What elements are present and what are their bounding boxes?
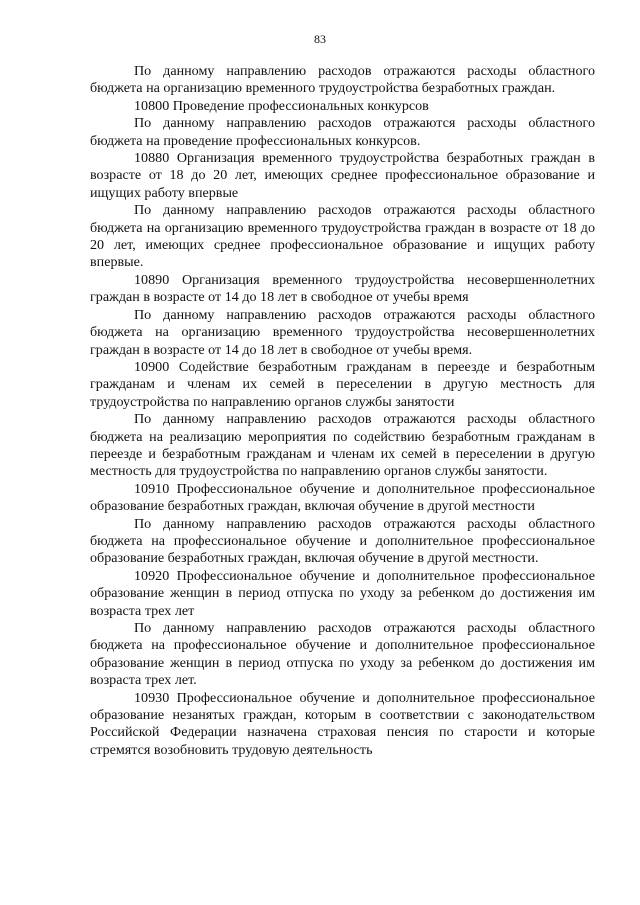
document-body <box>90 63 595 759</box>
section-heading-10900: 10900 Содействие безработным гражданам в переезде и безработным гражданам и членам их семей в переселении в другую местность для трудоустройства по направлению органов службы занятости <box>90 358 595 410</box>
paragraph-1: По данному направлению расходов отражаются расходы областного бюджета на организацию временного трудоустройства безработных граждан. <box>90 63 595 97</box>
paragraph-2: По данному направлению расходов отражаются расходы областного бюджета на проведение профессиональных конкурсов. <box>90 115 595 149</box>
section-heading-10910: 10910 Профессиональное обучение и дополнительное профессиональное образование безработных граждан, включая обучение в другой местности <box>90 480 595 515</box>
page-number: 83 <box>314 32 326 46</box>
paragraph-6: По данному направлению расходов отражаются расходы областного бюджета на профессиональное обучение и дополнительное профессиональное образование безработных граждан, включая обучение в другой местности. <box>90 515 595 567</box>
paragraph-3: По данному направлению расходов отражаются расходы областного бюджета на организацию временного трудоустройства граждан в возрасте от 18 до 20 лет, имеющих среднее профессиональное образование и ищущих работу впервые. <box>90 202 595 271</box>
section-heading-10920: 10920 Профессиональное обучение и дополнительное профессиональное образование женщин в период отпуска по уходу за ребенком до достижения им возраста трех лет <box>90 567 595 619</box>
paragraph-4: По данному направлению расходов отражаются расходы областного бюджета на организацию временного трудоустройства несовершеннолетних граждан в возрасте от 14 до 18 лет в свободное от учебы время. <box>90 306 595 358</box>
section-heading-10890: 10890 Организация временного трудоустройства несовершеннолетних граждан в возрасте от 14 до 18 лет в свободное от учебы время <box>90 271 595 306</box>
paragraph-7: По данному направлению расходов отражаются расходы областного бюджета на профессиональное обучение и дополнительное профессиональное образование женщин в период отпуска по уходу за ребенком до достижения им возраста трех лет. <box>90 620 595 689</box>
section-heading-10930: 10930 Профессиональное обучение и дополнительное профессиональное образование незанятых граждан, которым в соответствии с законодательством Российской Федерации назначена страховая пенсия по старости и которые стремятся возобновить трудовую деятельность <box>90 689 595 758</box>
section-heading-10880: 10880 Организация временного трудоустройства безработных граждан в возрасте от 18 до 20 лет, имеющих среднее профессиональное образование и ищущих работу впервые <box>90 150 595 201</box>
section-heading-10800: 10800 Проведение профессиональных конкурсов <box>134 97 429 114</box>
paragraph-5: По данному направлению расходов отражаются расходы областного бюджета на реализацию мероприятия по содействию безработным гражданам в переезде и безработным гражданам и членам их семей в переселении в другую местность для трудоустройства по направлению органов службы занятости. <box>90 411 595 480</box>
